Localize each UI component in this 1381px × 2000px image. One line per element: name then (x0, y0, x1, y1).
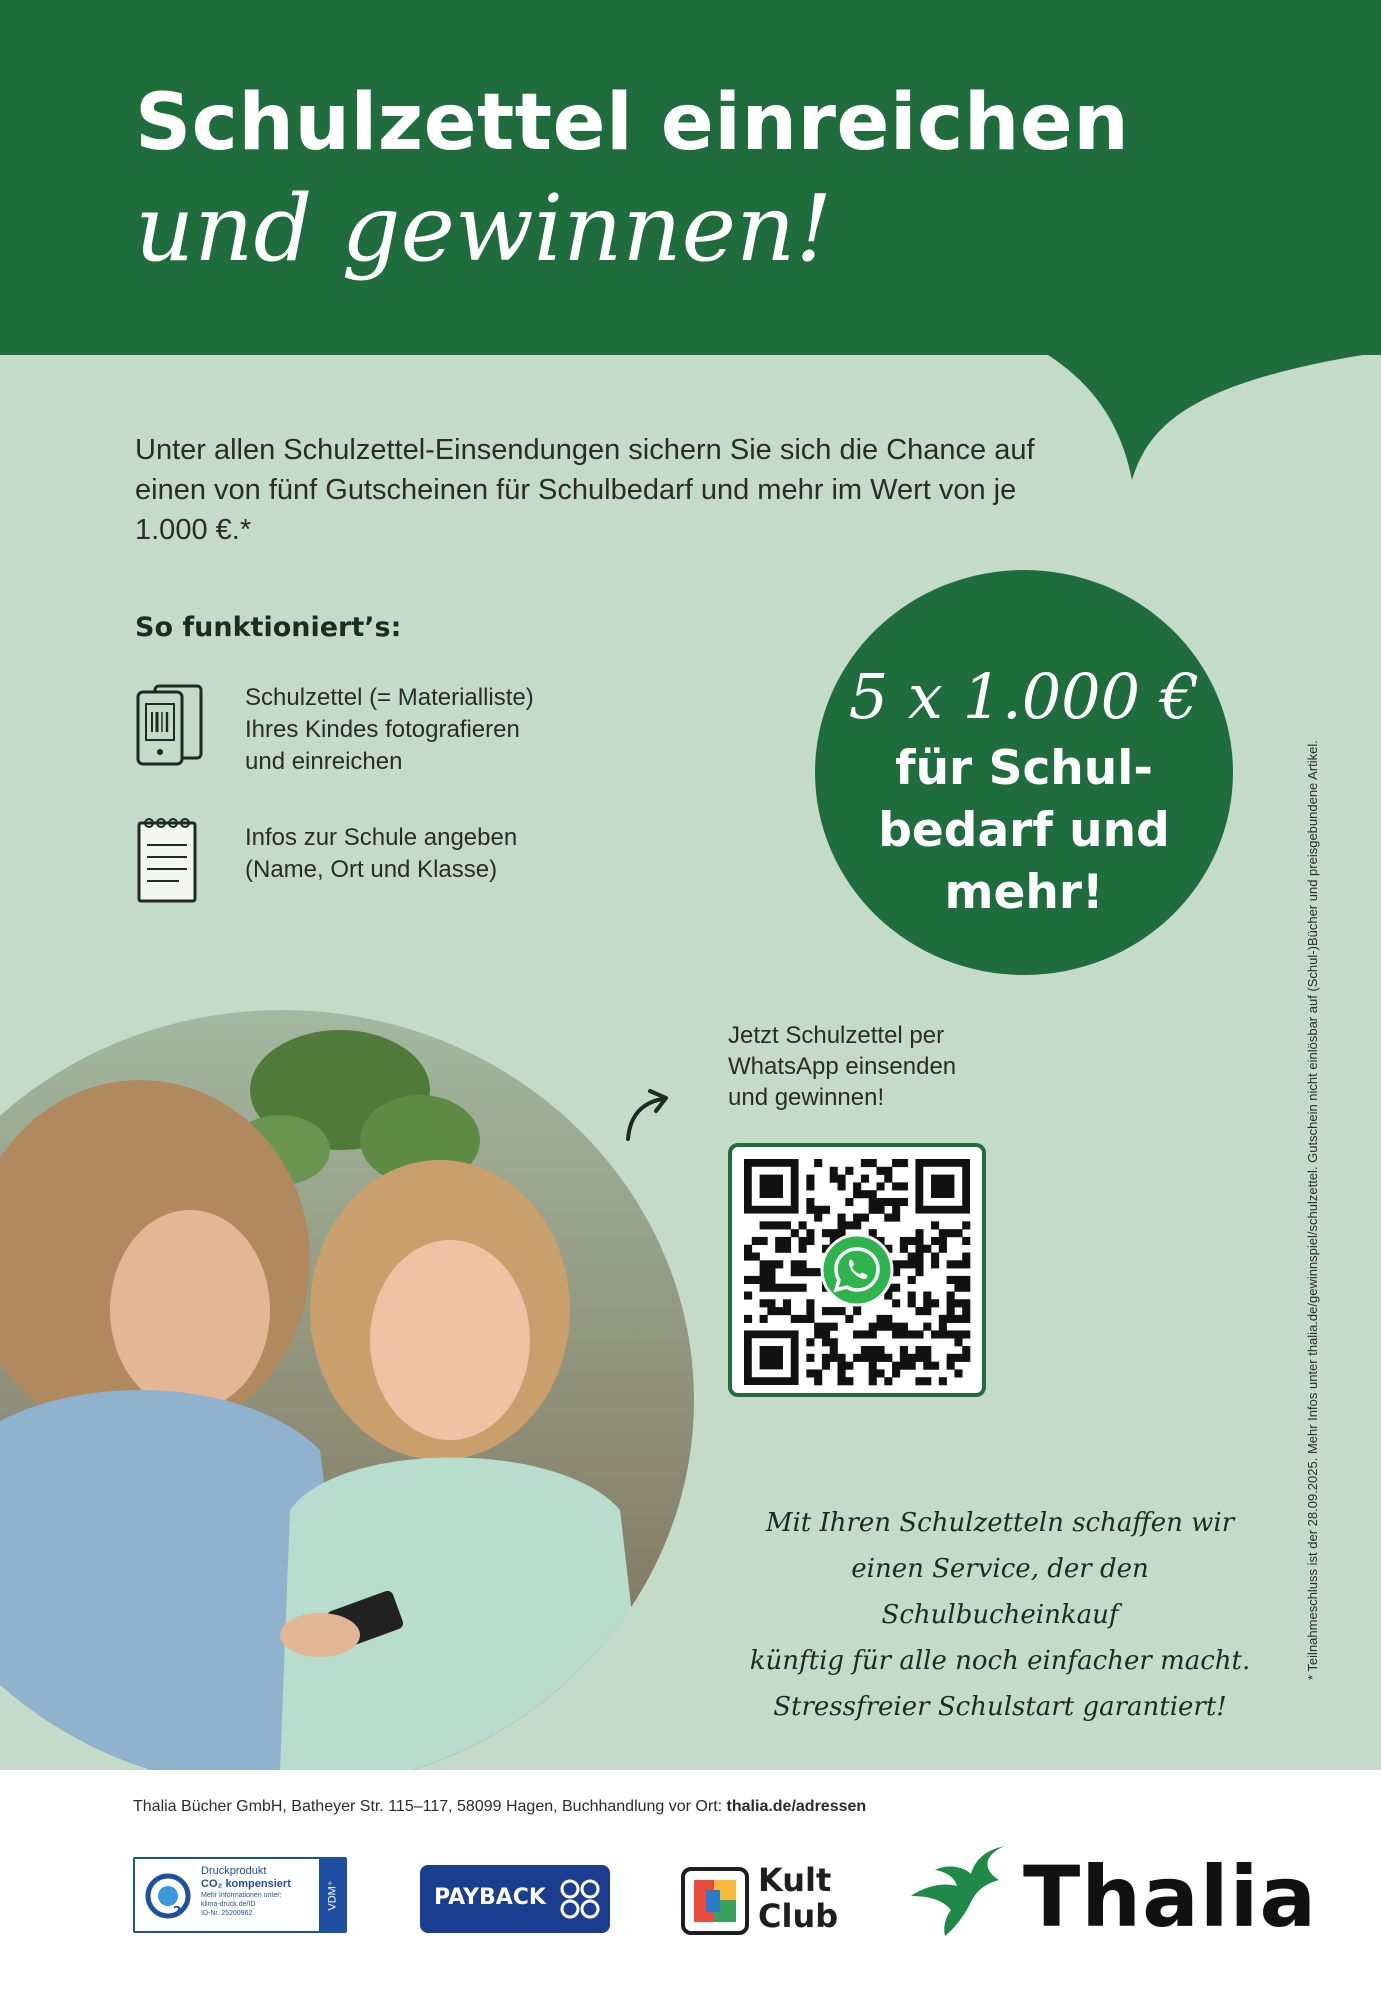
qr-module (767, 1284, 775, 1292)
qr-module (760, 1268, 768, 1276)
qr-module (752, 1253, 760, 1261)
qr-module (814, 1377, 822, 1385)
qr-module (939, 1315, 947, 1323)
qr-module (931, 1330, 939, 1338)
qr-module (806, 1182, 814, 1190)
qr-module (744, 1315, 752, 1323)
qr-finder (931, 1175, 954, 1198)
qr-module (962, 1307, 970, 1315)
qr-module (915, 1354, 923, 1362)
qr-module (947, 1315, 955, 1323)
qr-module (806, 1198, 814, 1206)
qr-module (806, 1307, 814, 1315)
qr-module (931, 1237, 939, 1245)
qr-module (791, 1268, 799, 1276)
qr-module (822, 1338, 830, 1346)
howto-title: So funktioniert’s: (135, 612, 402, 643)
brand-name: Thalia (1023, 1848, 1318, 1946)
qr-module (822, 1354, 830, 1362)
qr-module (892, 1323, 900, 1331)
qr-module (822, 1206, 830, 1214)
qr-module (876, 1354, 884, 1362)
qr-module (900, 1237, 908, 1245)
qr-module (791, 1229, 799, 1237)
qr-module (892, 1330, 900, 1338)
qr-module (900, 1245, 908, 1253)
qr-module (830, 1307, 838, 1315)
qr-code[interactable] (728, 1143, 986, 1397)
qr-module (845, 1221, 853, 1229)
qr-module (962, 1315, 970, 1323)
qr-module (814, 1330, 822, 1338)
qr-module (915, 1330, 923, 1338)
qr-module (962, 1237, 970, 1245)
qr-module (806, 1237, 814, 1245)
qr-module (806, 1299, 814, 1307)
qr-module (869, 1377, 877, 1385)
qr-module (767, 1307, 775, 1315)
kult-line2: Club (758, 1897, 839, 1935)
kultclub-icon (680, 1866, 750, 1936)
qr-module (869, 1190, 877, 1198)
qr-module (954, 1338, 962, 1346)
qr-module (939, 1330, 947, 1338)
qr-module (947, 1260, 955, 1268)
vdm-label: VDM⁺ (326, 1879, 339, 1911)
qr-module (900, 1198, 908, 1206)
qr-module (900, 1346, 908, 1354)
qr-module (923, 1362, 931, 1370)
qr-module (744, 1253, 752, 1261)
qr-module (892, 1362, 900, 1370)
prize-badge (815, 570, 1233, 975)
qr-module (799, 1237, 807, 1245)
qr-module (853, 1221, 861, 1229)
qr-module (845, 1362, 853, 1370)
qr-module (853, 1182, 861, 1190)
qr-module (838, 1362, 846, 1370)
qr-module (853, 1214, 861, 1222)
qr-module (931, 1299, 939, 1307)
photo-clip (0, 1010, 700, 1770)
qr-module (869, 1198, 877, 1206)
qr-module (814, 1206, 822, 1214)
qr-module (767, 1276, 775, 1284)
qr-module (799, 1221, 807, 1229)
qr-module (869, 1206, 877, 1214)
qr-module (923, 1354, 931, 1362)
qr-module (931, 1253, 939, 1261)
qr-module (923, 1323, 931, 1331)
disclaimer-note: * Teilnahmeschluss ist der 28.09.2025. Mehr Infos unter thalia.de/gewinnspiel/schulzettel. Gutschein nicht einlösbar auf (Schul-)Bücher und preisgebundene Artikel. (1305, 740, 1320, 1680)
qr-module (799, 1268, 807, 1276)
mother-daughter-photo (0, 1010, 700, 1770)
qr-module (876, 1369, 884, 1377)
qr-module (892, 1369, 900, 1377)
qr-module (845, 1167, 853, 1175)
qr-module (822, 1362, 830, 1370)
qr-module (767, 1299, 775, 1307)
qr-module (775, 1245, 783, 1253)
qr-module (915, 1253, 923, 1261)
qr-module (783, 1245, 791, 1253)
qr-module (838, 1182, 846, 1190)
qr-module (838, 1307, 846, 1315)
page-subtitle: und gewinnen! (135, 175, 833, 282)
qr-module (962, 1253, 970, 1261)
qr-module (954, 1299, 962, 1307)
qr-module (806, 1315, 814, 1323)
qr-module (908, 1330, 916, 1338)
qr-module (806, 1369, 814, 1377)
qr-module (830, 1354, 838, 1362)
qr-module (908, 1354, 916, 1362)
qr-module (900, 1323, 908, 1331)
qr-module (876, 1182, 884, 1190)
qr-module (908, 1299, 916, 1307)
qr-module (876, 1167, 884, 1175)
qr-module (908, 1260, 916, 1268)
qr-module (923, 1307, 931, 1315)
qr-module (923, 1346, 931, 1354)
prize-amount: 5 x 1.000 € (848, 660, 1200, 733)
co2-icon (143, 1871, 193, 1921)
qr-module (767, 1221, 775, 1229)
co2-line2: CO₂ kompensiert (201, 1878, 291, 1890)
qr-module (822, 1330, 830, 1338)
qr-module (954, 1354, 962, 1362)
qr-module (861, 1159, 869, 1167)
qr-module (915, 1346, 923, 1354)
qr-module (752, 1276, 760, 1284)
qr-module (876, 1323, 884, 1331)
qr-module (838, 1175, 846, 1183)
qr-module (915, 1237, 923, 1245)
qr-module (814, 1214, 822, 1222)
qr-module (814, 1323, 822, 1331)
qr-module (900, 1330, 908, 1338)
qr-module (814, 1369, 822, 1377)
qr-module (853, 1330, 861, 1338)
qr-module (939, 1229, 947, 1237)
qr-module (869, 1330, 877, 1338)
qr-module (923, 1291, 931, 1299)
qr-module (876, 1206, 884, 1214)
arrow-icon (620, 1085, 680, 1145)
qr-module (947, 1299, 955, 1307)
qr-module (806, 1354, 814, 1362)
qr-module (838, 1221, 846, 1229)
qr-module (962, 1221, 970, 1229)
qr-module (954, 1260, 962, 1268)
qr-module (869, 1362, 877, 1370)
qr-module (760, 1237, 768, 1245)
qr-module (915, 1377, 923, 1385)
qr-module (915, 1260, 923, 1268)
service-quote: Mit Ihren Schulzetteln schaffen wir einen Service, der den Schulbucheinkauf künftig für alle noch einfacher macht. Stressfreier Schulstart garantiert! (749, 1508, 1251, 1722)
qr-module (923, 1245, 931, 1253)
qr-module (822, 1323, 830, 1331)
qr-module (884, 1323, 892, 1331)
qr-module (799, 1245, 807, 1253)
qr-module (861, 1190, 869, 1198)
qr-module (900, 1159, 908, 1167)
co2-logo (133, 1857, 347, 1933)
qr-module (838, 1354, 846, 1362)
qr-module (760, 1299, 768, 1307)
qr-module (806, 1229, 814, 1237)
qr-module (845, 1377, 853, 1385)
qr-module (908, 1237, 916, 1245)
qr-module (830, 1346, 838, 1354)
kultclub-logo (680, 1860, 840, 1940)
qr-module (931, 1260, 939, 1268)
qr-module (962, 1260, 970, 1268)
address-link[interactable]: thalia.de/adressen (726, 1798, 867, 1815)
vdm-badge (319, 1859, 345, 1931)
qr-module (783, 1221, 791, 1229)
thalia-mermaid-icon (905, 1840, 1015, 1940)
qr-module (783, 1299, 791, 1307)
thalia-logo (905, 1840, 1325, 1950)
notepad-icon (135, 815, 201, 905)
qr-module (915, 1307, 923, 1315)
qr-module (931, 1221, 939, 1229)
payback-logo (420, 1865, 610, 1933)
payback-dots-icon (560, 1879, 600, 1919)
qr-module (876, 1346, 884, 1354)
qr-module (962, 1346, 970, 1354)
qr-module (845, 1198, 853, 1206)
co2-line4: klima-druck.de/ID (201, 1901, 256, 1908)
qr-module (830, 1167, 838, 1175)
qr-module (783, 1307, 791, 1315)
address-text: Thalia Bücher GmbH, Batheyer Str. 115–117, 58099 Hagen, Buchhandlung vor Ort: (133, 1798, 727, 1815)
intro-text: Unter allen Schulzettel-Einsendungen sichern Sie sich die Chance auf einen von fünf Gutscheinen für Schulbedarf und mehr im Wert von je 1.000 €.* (135, 434, 1035, 546)
qr-module (760, 1284, 768, 1292)
qr-module (947, 1229, 955, 1237)
qr-module (892, 1198, 900, 1206)
qr-module (775, 1237, 783, 1245)
qr-module (869, 1346, 877, 1354)
step-1-text: Schulzettel (= Materialliste) Ihres Kindes fotografieren und einreichen (245, 684, 534, 775)
qr-module (939, 1237, 947, 1245)
qr-module (884, 1354, 892, 1362)
qr-module (767, 1260, 775, 1268)
qr-module (947, 1362, 955, 1370)
page-title: Schulzettel einreichen (135, 78, 1130, 168)
smartphone-scan-icon (135, 682, 205, 767)
qr-module (947, 1307, 955, 1315)
qr-module (908, 1276, 916, 1284)
qr-module (884, 1175, 892, 1183)
qr-module (775, 1284, 783, 1292)
qr-module (900, 1354, 908, 1362)
qr-module (939, 1323, 947, 1331)
qr-module (962, 1276, 970, 1284)
kult-line1: Kult (758, 1861, 832, 1899)
qr-module (806, 1268, 814, 1276)
whatsapp-icon (820, 1233, 894, 1307)
qr-module (954, 1330, 962, 1338)
qr-module (962, 1299, 970, 1307)
qr-module (884, 1315, 892, 1323)
qr-module (838, 1377, 846, 1385)
whatsapp-cta: Jetzt Schulzettel per WhatsApp einsenden und gewinnen! (728, 1022, 957, 1111)
qr-module (915, 1268, 923, 1276)
prize-subtitle: für Schul- bedarf und mehr! (878, 741, 1170, 920)
qr-module (892, 1159, 900, 1167)
qr-module (931, 1362, 939, 1370)
qr-module (814, 1159, 822, 1167)
qr-module (915, 1229, 923, 1237)
qr-module (892, 1206, 900, 1214)
qr-module (954, 1229, 962, 1237)
svg-text:2: 2 (173, 1904, 182, 1918)
qr-module (799, 1260, 807, 1268)
qr-module (954, 1284, 962, 1292)
qr-module (744, 1291, 752, 1299)
qr-module (806, 1175, 814, 1183)
qr-module (923, 1299, 931, 1307)
qr-module (939, 1245, 947, 1253)
qr-module (830, 1323, 838, 1331)
qr-module (900, 1260, 908, 1268)
qr-module (744, 1245, 752, 1253)
qr-module (908, 1362, 916, 1370)
co2-line3: Mehr Informationen unter: (201, 1892, 282, 1899)
qr-module (954, 1276, 962, 1284)
co2-line1: Druckprodukt (201, 1865, 267, 1877)
qr-module (954, 1315, 962, 1323)
qr-module (853, 1354, 861, 1362)
qr-module (869, 1159, 877, 1167)
qr-module (861, 1354, 869, 1362)
qr-module (830, 1175, 838, 1183)
qr-module (884, 1198, 892, 1206)
payback-label: PAYBACK (434, 1885, 546, 1910)
qr-module (822, 1307, 830, 1315)
qr-module (767, 1268, 775, 1276)
qr-module (799, 1284, 807, 1292)
qr-module (923, 1377, 931, 1385)
qr-module (845, 1315, 853, 1323)
qr-module (775, 1221, 783, 1229)
qr-module (799, 1315, 807, 1323)
company-address (133, 1798, 866, 1816)
qr-module (861, 1346, 869, 1354)
qr-module (962, 1284, 970, 1292)
qr-module (806, 1338, 814, 1346)
qr-module (783, 1284, 791, 1292)
qr-module (908, 1291, 916, 1299)
qr-module (775, 1260, 783, 1268)
co2-line5: ID-Nr. 25200962 (201, 1910, 253, 1917)
qr-module (861, 1175, 869, 1183)
qr-finder (760, 1346, 783, 1369)
qr-module (760, 1221, 768, 1229)
qr-module (892, 1182, 900, 1190)
qr-module (908, 1253, 916, 1261)
qr-module (900, 1362, 908, 1370)
qr-module (884, 1167, 892, 1175)
qr-module (947, 1330, 955, 1338)
qr-module (915, 1245, 923, 1253)
qr-module (876, 1315, 884, 1323)
qr-module (806, 1206, 814, 1214)
qr-module (744, 1276, 752, 1284)
qr-module (791, 1260, 799, 1268)
qr-module (838, 1214, 846, 1222)
qr-module (947, 1276, 955, 1284)
qr-module (775, 1307, 783, 1315)
qr-module (791, 1284, 799, 1292)
qr-module (752, 1237, 760, 1245)
qr-module (884, 1377, 892, 1385)
qr-module (892, 1214, 900, 1222)
qr-module (830, 1338, 838, 1346)
qr-module (861, 1330, 869, 1338)
qr-module (947, 1354, 955, 1362)
qr-module (760, 1260, 768, 1268)
qr-module (760, 1276, 768, 1284)
qr-module (760, 1315, 768, 1323)
qr-module (853, 1307, 861, 1315)
qr-module (884, 1214, 892, 1222)
qr-module (869, 1323, 877, 1331)
qr-module (861, 1214, 869, 1222)
step-2-text: Infos zur Schule angeben (Name, Ort und Klasse) (245, 824, 518, 883)
qr-module (962, 1354, 970, 1362)
qr-module (783, 1237, 791, 1245)
qr-module (954, 1369, 962, 1377)
qr-module (939, 1377, 947, 1385)
qr-module (900, 1182, 908, 1190)
qr-module (962, 1330, 970, 1338)
qr-module (838, 1369, 846, 1377)
qr-module (869, 1354, 877, 1362)
qr-module (853, 1190, 861, 1198)
qr-module (869, 1369, 877, 1377)
qr-finder (760, 1175, 783, 1198)
qr-module (791, 1315, 799, 1323)
qr-module (876, 1198, 884, 1206)
qr-module (947, 1291, 955, 1299)
